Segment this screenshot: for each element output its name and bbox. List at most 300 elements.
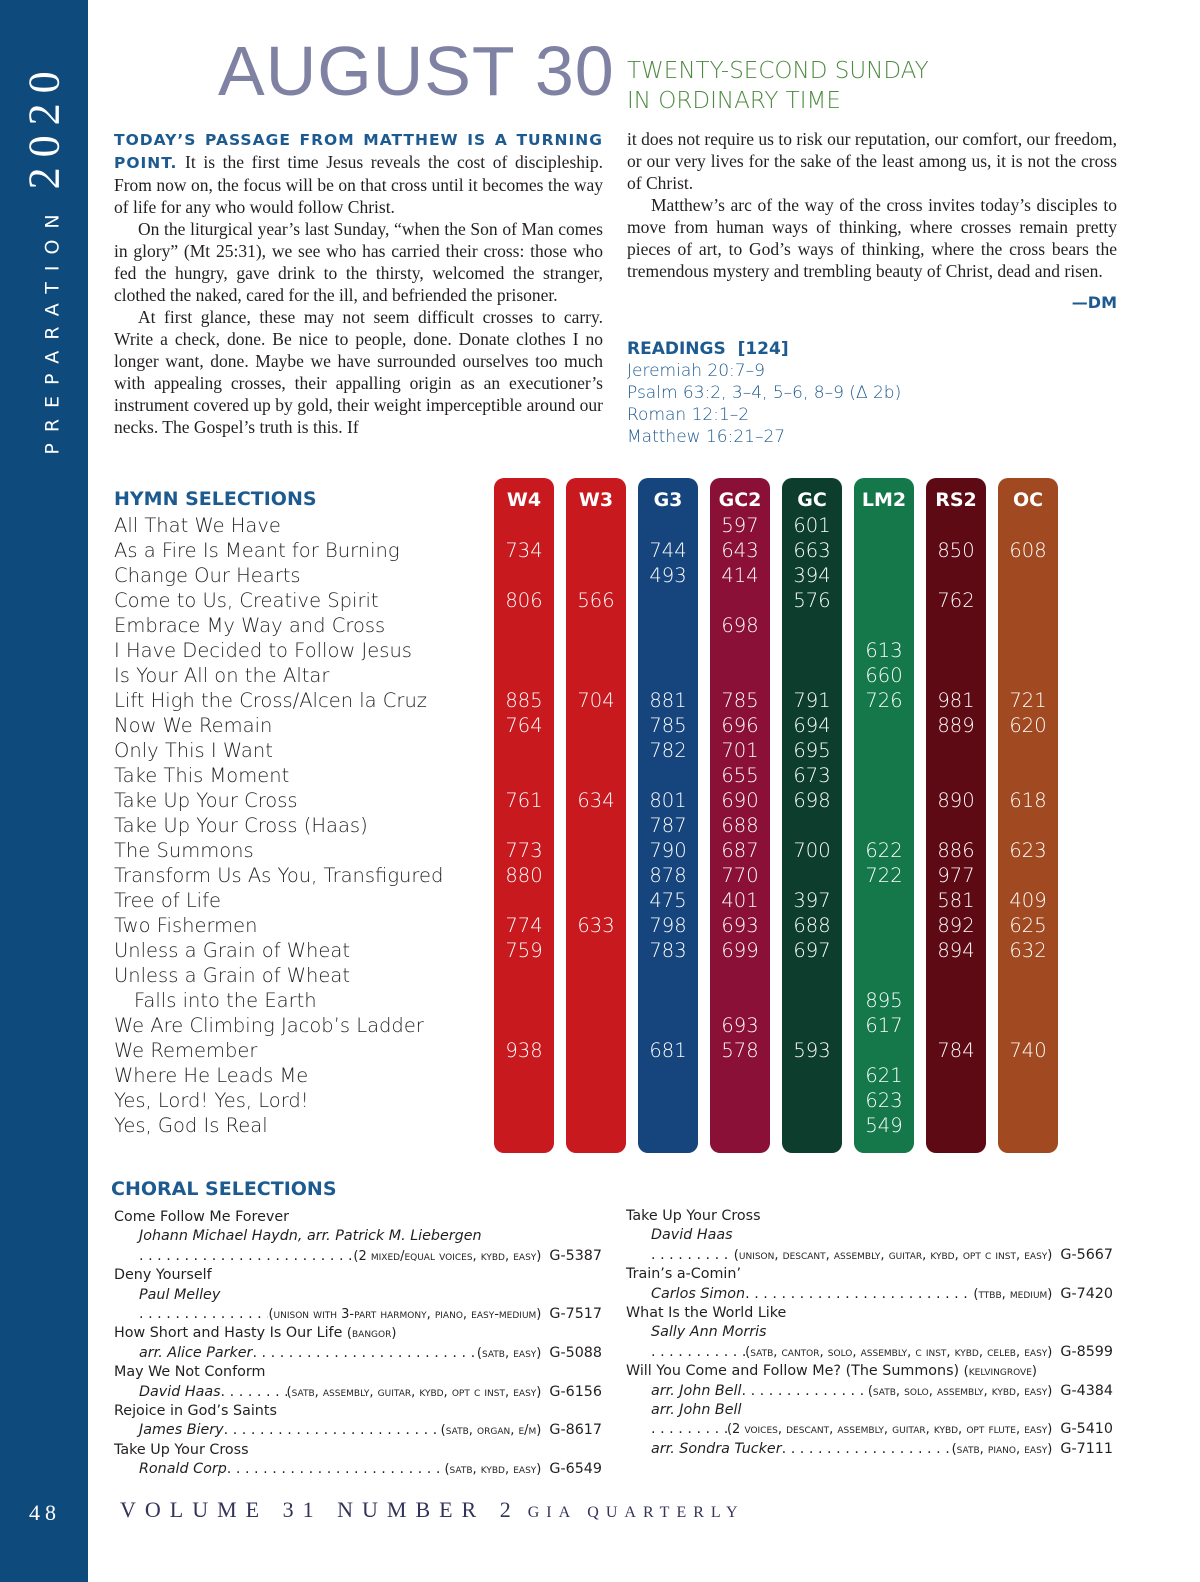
- hymn-number: [926, 1113, 986, 1138]
- hymn-number: [782, 963, 842, 988]
- reflection-paragraph-3-continued: it does not require us to risk our reputation, our comfort, our freedom, or our very lives for the sake of the least among us, it is not the cross of Christ.: [627, 129, 1117, 193]
- choral-voicing: (satb, easy): [476, 1345, 542, 1361]
- choral-title: [626, 1207, 1113, 1226]
- choral-composer: David Haas: [651, 1227, 733, 1244]
- hymn-number: 782: [649, 739, 687, 762]
- hymn-number: [998, 663, 1058, 688]
- choral-composer: David Haas: [139, 1383, 221, 1400]
- hymn-selections-heading: HYMN SELECTIONS: [114, 488, 317, 510]
- choral-voicing: (satb, piano, easy): [951, 1441, 1053, 1457]
- sunday-line-2: IN ORDINARY TIME: [627, 88, 841, 114]
- leader-dots: [651, 1420, 727, 1439]
- hymn-number: 759: [505, 939, 543, 962]
- hymn-title: Take This Moment: [114, 764, 290, 787]
- hymn-number: [998, 563, 1058, 588]
- hymnal-column-gc: [782, 478, 842, 1153]
- hymn-number: [566, 1013, 626, 1038]
- hymn-number: [638, 613, 698, 638]
- leader-dots: [224, 1421, 441, 1440]
- reading-item: Matthew 16:21–27: [627, 427, 786, 447]
- choral-catalog-number: G-6549: [549, 1461, 602, 1478]
- hymn-number: [854, 813, 914, 838]
- hymn-number: 698: [793, 789, 831, 812]
- choral-catalog-number: G-5410: [1060, 1421, 1113, 1438]
- hymn-number: 881: [649, 689, 687, 712]
- hymn-number: [854, 963, 914, 988]
- hymn-title: I Have Decided to Follow Jesus: [114, 639, 412, 662]
- hymn-number: 740: [1009, 1039, 1047, 1062]
- hymn-number: [710, 988, 770, 1013]
- choral-tune-name: (kelvingrove): [963, 1364, 1037, 1380]
- hymn-number: [926, 1063, 986, 1088]
- hymn-number: 785: [649, 714, 687, 737]
- choral-composer: Ronald Corp: [139, 1461, 227, 1478]
- hymn-number: 566: [577, 589, 615, 612]
- hymn-number: [638, 763, 698, 788]
- choral-title-text: How Short and Hasty Is Our Life: [114, 1325, 343, 1342]
- hymn-number: [566, 888, 626, 913]
- choral-composer: arr. Sondra Tucker: [651, 1440, 782, 1457]
- hymn-number: [638, 1088, 698, 1113]
- hymn-number: 693: [721, 1014, 759, 1037]
- leader-dots: [745, 1285, 973, 1304]
- choral-detail: [114, 1344, 602, 1363]
- hymn-number: 787: [649, 814, 687, 837]
- hymn-number: 394: [793, 564, 831, 587]
- hymn-number: [998, 1013, 1058, 1038]
- reading-item: Jeremiah 20:7–9: [627, 361, 765, 381]
- hymnal-column-rs2: [926, 478, 986, 1153]
- hymn-number: 623: [865, 1089, 903, 1112]
- hymn-number: 663: [793, 539, 831, 562]
- hymnal-column-cells: [566, 513, 626, 1138]
- hymn-title: We Are Climbing Jacob’s Ladder: [114, 1014, 424, 1037]
- hymn-number: [710, 638, 770, 663]
- hymn-title: We Remember: [114, 1039, 258, 1062]
- hymn-title: The Summons: [114, 839, 254, 862]
- hymn-number: [998, 638, 1058, 663]
- hymn-title: Unless a Grain of Wheat: [114, 964, 350, 987]
- leader-dots: [139, 1247, 353, 1266]
- hymn-number: [998, 513, 1058, 538]
- hymn-number: 895: [865, 989, 903, 1012]
- leader-dots: [651, 1343, 745, 1362]
- hymn-number: 618: [1009, 789, 1047, 812]
- hymn-number: 597: [721, 514, 759, 537]
- choral-composer: Carlos Simon: [651, 1285, 746, 1302]
- reflection-paragraph-2: On the liturgical year’s last Sunday, “when the Son of Man comes in glory” (Mt 25:31), we see who has carried their cross: those who fed the hungry, gave drink to the thirsty, welcomed the stranger, clothed the naked, cared for the ill, and befriended the prisoner.: [114, 219, 603, 305]
- choral-composer: arr. Alice Parker: [139, 1344, 253, 1361]
- hymn-number: [566, 513, 626, 538]
- hymnal-column-cells: [494, 513, 554, 1138]
- hymn-number: [494, 738, 554, 763]
- hymn-number: [566, 838, 626, 863]
- hymnal-column-cells: [926, 513, 986, 1138]
- hymnal-column-header: G3: [653, 489, 683, 511]
- hymn-number: [854, 613, 914, 638]
- choral-detail: [626, 1420, 1113, 1439]
- choral-voicing: (unison with 3-part harmony, piano, easy-medium): [268, 1306, 542, 1322]
- hymn-number: [566, 1113, 626, 1138]
- hymn-number: 744: [649, 539, 687, 562]
- hymnal-column-cells: [782, 513, 842, 1138]
- hymn-number: 401: [721, 889, 759, 912]
- hymn-number: 880: [505, 864, 543, 887]
- hymnal-column-cells: [854, 513, 914, 1138]
- hymn-number: 688: [721, 814, 759, 837]
- hymn-number: [494, 1113, 554, 1138]
- hymn-number: [926, 988, 986, 1013]
- choral-detail: [114, 1247, 602, 1266]
- choral-title: [626, 1265, 1113, 1284]
- hymn-number: [854, 913, 914, 938]
- hymn-number: 617: [865, 1014, 903, 1037]
- choral-tune-name: (bangor): [346, 1326, 397, 1342]
- hymn-number: 734: [505, 539, 543, 562]
- choral-composer: arr. John Bell: [651, 1382, 742, 1399]
- hymn-number: [782, 1113, 842, 1138]
- hymn-number: 414: [721, 564, 759, 587]
- hymn-number: [926, 563, 986, 588]
- reflection-paragraph-4: Matthew’s arc of the way of the cross invites today’s disciples to move from human ways of thinking, where crosses remain pretty pieces of art, to God’s ways of thinking, where the cross bears the tremendous mystery and trembling beauty of Christ, dead and risen.: [627, 195, 1117, 281]
- hymn-number: [566, 863, 626, 888]
- hymn-number: 790: [649, 839, 687, 862]
- choral-voicing: (satb, solo, assembly, kybd, easy): [867, 1383, 1053, 1399]
- hymn-title: Tree of Life: [114, 889, 221, 912]
- hymn-number: [566, 963, 626, 988]
- hymn-number: [854, 538, 914, 563]
- hymn-number: [854, 938, 914, 963]
- hymn-number: [782, 1088, 842, 1113]
- hymn-title: Come to Us, Creative Spirit: [114, 589, 379, 612]
- hymn-title: Is Your All on the Altar: [114, 664, 330, 687]
- hymn-number: [566, 1088, 626, 1113]
- hymn-number: [566, 663, 626, 688]
- hymn-number: 890: [937, 789, 975, 812]
- hymn-number: [566, 1038, 626, 1063]
- hymn-number: [926, 763, 986, 788]
- hymn-number: [494, 963, 554, 988]
- sidebar-word: PREPARATION: [41, 203, 64, 455]
- hymn-number: 601: [793, 514, 831, 537]
- hymn-number: [638, 513, 698, 538]
- hymnal-column-w4: [494, 478, 554, 1153]
- hymn-number: [854, 588, 914, 613]
- hymn-number: 785: [721, 689, 759, 712]
- choral-title: [114, 1441, 602, 1460]
- choral-detail: [114, 1460, 602, 1479]
- footer-volume: [120, 1497, 745, 1523]
- hymn-number: 655: [721, 764, 759, 787]
- hymn-number: 698: [721, 614, 759, 637]
- hymn-title: Unless a Grain of Wheat: [114, 939, 350, 962]
- choral-title-text: Train’s a-Comin’: [626, 1266, 741, 1283]
- hymn-number: [926, 738, 986, 763]
- choral-catalog-number: G-4384: [1060, 1382, 1113, 1399]
- hymn-number: [782, 813, 842, 838]
- hymn-number: [854, 788, 914, 813]
- hymn-number: 722: [865, 864, 903, 887]
- hymn-number: 593: [793, 1039, 831, 1062]
- hymn-number: [566, 563, 626, 588]
- choral-title: [626, 1304, 1113, 1323]
- hymnal-column-w3: [566, 478, 626, 1153]
- hymn-number: 850: [937, 539, 975, 562]
- readings-title: READINGS: [627, 339, 726, 359]
- hymn-number: [494, 813, 554, 838]
- hymn-number: 694: [793, 714, 831, 737]
- hymn-title: Only This I Want: [114, 739, 273, 762]
- footer-volume-text: VOLUME 31 NUMBER 2: [120, 1497, 520, 1522]
- sidebar: [0, 0, 88, 1582]
- hymn-number: [926, 613, 986, 638]
- hymn-title: As a Fire Is Meant for Burning: [114, 539, 400, 562]
- hymn-number: [854, 763, 914, 788]
- reflection-column-left: [114, 128, 603, 438]
- hymn-number: 695: [793, 739, 831, 762]
- hymn-number: 700: [793, 839, 831, 862]
- hymn-number: [998, 763, 1058, 788]
- choral-detail: [626, 1285, 1113, 1304]
- readings-number: [124]: [737, 339, 789, 359]
- reflection-p1-text: It is the first time Jesus reveals the cost of discipleship. From now on, the focus will be on that cross until it becomes the way of life for any who would follow Christ.: [114, 152, 603, 217]
- hymn-number: 549: [865, 1114, 903, 1137]
- hymn-number: 688: [793, 914, 831, 937]
- hymn-number: [854, 513, 914, 538]
- hymn-number: 625: [1009, 914, 1047, 937]
- hymn-number: 773: [505, 839, 543, 862]
- choral-title-text: Come Follow Me Forever: [114, 1209, 290, 1225]
- hymn-title: Yes, God Is Real: [114, 1114, 268, 1137]
- hymnal-column-header: GC2: [718, 489, 762, 511]
- hymn-number: [494, 1063, 554, 1088]
- hymn-number: [854, 1038, 914, 1063]
- hymn-number: [638, 963, 698, 988]
- hymnal-column-g3: [638, 478, 698, 1153]
- choral-selections-heading: CHORAL SELECTIONS: [111, 1178, 337, 1200]
- hymn-number: [638, 1013, 698, 1038]
- hymn-number: [566, 988, 626, 1013]
- hymn-number: [782, 1013, 842, 1038]
- hymn-number: 764: [505, 714, 543, 737]
- page-number: 48: [29, 1500, 61, 1525]
- hymn-number: 701: [721, 739, 759, 762]
- sunday-title: [627, 56, 929, 116]
- hymn-number: [782, 613, 842, 638]
- choral-catalog-number: G-5088: [549, 1344, 602, 1361]
- hymn-number: [494, 888, 554, 913]
- hymn-number: 806: [505, 589, 543, 612]
- hymn-number: [782, 638, 842, 663]
- hymn-title: Now We Remain: [114, 714, 273, 737]
- choral-title-text: Take Up Your Cross: [114, 1441, 249, 1458]
- choral-title-text: May We Not Conform: [114, 1364, 266, 1381]
- hymn-number: [494, 563, 554, 588]
- hymn-number: [926, 663, 986, 688]
- hymn-title: Embrace My Way and Cross: [114, 614, 386, 637]
- choral-voicing: (satb, organ, e/m): [440, 1423, 542, 1439]
- hymn-number: [926, 638, 986, 663]
- hymnal-column-header: GC: [797, 489, 827, 511]
- hymn-number: 581: [937, 889, 975, 912]
- hymn-number: [494, 763, 554, 788]
- choral-title: [114, 1324, 602, 1343]
- hymn-number: 620: [1009, 714, 1047, 737]
- leader-dots: [252, 1344, 476, 1363]
- hymn-number: [710, 663, 770, 688]
- hymn-number: 774: [505, 914, 543, 937]
- hymn-number: 660: [865, 664, 903, 687]
- choral-detail: [626, 1343, 1113, 1362]
- choral-voicing: (satb, assembly, guitar, kybd, opt c inst, easy): [286, 1384, 542, 1400]
- reading-item: Psalm 63:2, 3–4, 5–6, 8–9 (Δ 2b): [627, 383, 902, 403]
- hymn-number: [566, 763, 626, 788]
- hymn-title: Two Fishermen: [114, 914, 258, 937]
- hymnal-column-cells: [998, 513, 1058, 1138]
- hymn-number: [854, 563, 914, 588]
- leader-dots: [651, 1246, 734, 1265]
- hymnal-column-gc2: [710, 478, 770, 1153]
- choral-title: [114, 1208, 602, 1227]
- leader-dots: [782, 1440, 952, 1459]
- hymn-number: 690: [721, 789, 759, 812]
- footer-publication: GIA QUARTERLY: [527, 1504, 745, 1521]
- hymn-number: 687: [721, 839, 759, 862]
- choral-title: [626, 1362, 1113, 1381]
- hymn-number: [782, 1063, 842, 1088]
- hymn-number: 493: [649, 564, 687, 587]
- choral-voicing: (ttbb, medium): [973, 1286, 1053, 1302]
- hymn-number: 643: [721, 539, 759, 562]
- hymn-number: [638, 1063, 698, 1088]
- hymn-number: [638, 663, 698, 688]
- hymnal-column-header: W3: [578, 489, 614, 511]
- choral-voicing: (satb, cantor, solo, assembly, c inst, kybd, celeb, easy): [745, 1344, 1053, 1360]
- hymn-number: 783: [649, 939, 687, 962]
- hymn-number: 576: [793, 589, 831, 612]
- hymnal-column-header: RS2: [935, 489, 977, 511]
- choral-list-right: [626, 1207, 1113, 1459]
- hymn-number: 704: [577, 689, 615, 712]
- choral-title-text: Deny Yourself: [114, 1267, 212, 1284]
- choral-voicing: (unison, descant, assembly, guitar, kybd, opt c inst, easy): [733, 1247, 1053, 1263]
- hymn-number: 699: [721, 939, 759, 962]
- reflection-paragraph-1: [114, 128, 603, 218]
- hymn-number: [926, 963, 986, 988]
- choral-composer: Paul Melley: [139, 1286, 221, 1303]
- hymn-number: [638, 588, 698, 613]
- hymn-number: 696: [721, 714, 759, 737]
- hymn-number: 762: [937, 589, 975, 612]
- hymn-number: [710, 588, 770, 613]
- leader-dots: [227, 1460, 445, 1479]
- hymn-number: [710, 963, 770, 988]
- hymn-number: 878: [649, 864, 687, 887]
- hymn-number: 397: [793, 889, 831, 912]
- hymn-number: 801: [649, 789, 687, 812]
- sidebar-year: 2020: [19, 61, 69, 190]
- hymn-number: 622: [865, 839, 903, 862]
- hymn-number: 623: [1009, 839, 1047, 862]
- hymnal-column-header: LM2: [861, 489, 907, 511]
- reflection-signature: —DM: [1071, 293, 1117, 312]
- hymnal-column-header: OC: [1012, 489, 1044, 511]
- hymn-number: [926, 1013, 986, 1038]
- choral-title-text: Rejoice in God’s Saints: [114, 1402, 277, 1419]
- readings: [627, 338, 901, 448]
- choral-title-text: Will You Come and Follow Me? (The Summons): [626, 1363, 960, 1380]
- choral-composer: arr. John Bell: [651, 1401, 742, 1418]
- hymn-number: [998, 613, 1058, 638]
- hymn-number: [566, 738, 626, 763]
- hymn-number: [926, 813, 986, 838]
- hymn-number: 770: [721, 864, 759, 887]
- hymn-number: 409: [1009, 889, 1047, 912]
- hymn-number: 798: [649, 914, 687, 937]
- hymnal-column-cells: [710, 513, 770, 1138]
- reflection-lead: TODAY’S PASSAGE FROM MATTHEW IS A TURNING POINT.: [114, 131, 603, 172]
- hymn-number: [710, 1088, 770, 1113]
- hymn-number: [854, 738, 914, 763]
- hymn-title-list: [114, 513, 443, 1138]
- hymn-number: [638, 1113, 698, 1138]
- choral-composer: Sally Ann Morris: [651, 1324, 767, 1341]
- hymn-number: [494, 638, 554, 663]
- choral-catalog-number: G-8617: [549, 1422, 602, 1439]
- hymn-number: [998, 1113, 1058, 1138]
- choral-list-left: [114, 1208, 602, 1479]
- readings-heading: [627, 338, 901, 360]
- hymn-title: Take Up Your Cross (Haas): [114, 814, 368, 837]
- choral-catalog-number: G-6156: [549, 1383, 602, 1400]
- choral-detail: [626, 1246, 1113, 1265]
- hymn-number: 726: [865, 689, 903, 712]
- hymn-number: [998, 813, 1058, 838]
- hymn-number: 892: [937, 914, 975, 937]
- sidebar-label: [19, 61, 70, 454]
- hymn-title: Take Up Your Cross: [114, 789, 298, 812]
- choral-catalog-number: G-7111: [1060, 1440, 1113, 1457]
- hymn-number: [998, 1088, 1058, 1113]
- choral-title: [114, 1363, 602, 1382]
- sunday-line-1: TWENTY-SECOND SUNDAY: [627, 58, 929, 84]
- hymn-number: 621: [865, 1064, 903, 1087]
- hymn-number: 981: [937, 689, 975, 712]
- choral-composer: Johann Michael Haydn, arr. Patrick M. Liebergen: [139, 1228, 482, 1245]
- hymn-number: 475: [649, 889, 687, 912]
- choral-catalog-number: G-8599: [1060, 1343, 1113, 1360]
- hymn-title: Lift High the Cross/Alcen la Cruz: [114, 689, 428, 712]
- choral-detail: [114, 1383, 602, 1402]
- choral-catalog-number: G-5667: [1060, 1246, 1113, 1263]
- hymn-number: [926, 1088, 986, 1113]
- choral-catalog-number: G-5387: [549, 1247, 602, 1264]
- hymn-number: [566, 938, 626, 963]
- hymn-number: [782, 863, 842, 888]
- hymn-number: [854, 713, 914, 738]
- hymn-number: [710, 1063, 770, 1088]
- choral-detail: [626, 1382, 1113, 1401]
- hymn-number: [494, 1013, 554, 1038]
- hymn-number: 977: [937, 864, 975, 887]
- hymn-number: 633: [577, 914, 615, 937]
- hymn-number: [566, 713, 626, 738]
- hymn-title: Yes, Lord! Yes, Lord!: [114, 1089, 309, 1112]
- hymn-number: 938: [505, 1039, 543, 1062]
- choral-voicing: (2 mixed/equal voices, kybd, easy): [353, 1248, 542, 1264]
- hymn-title: All That We Have: [114, 514, 281, 537]
- hymn-number: 632: [1009, 939, 1047, 962]
